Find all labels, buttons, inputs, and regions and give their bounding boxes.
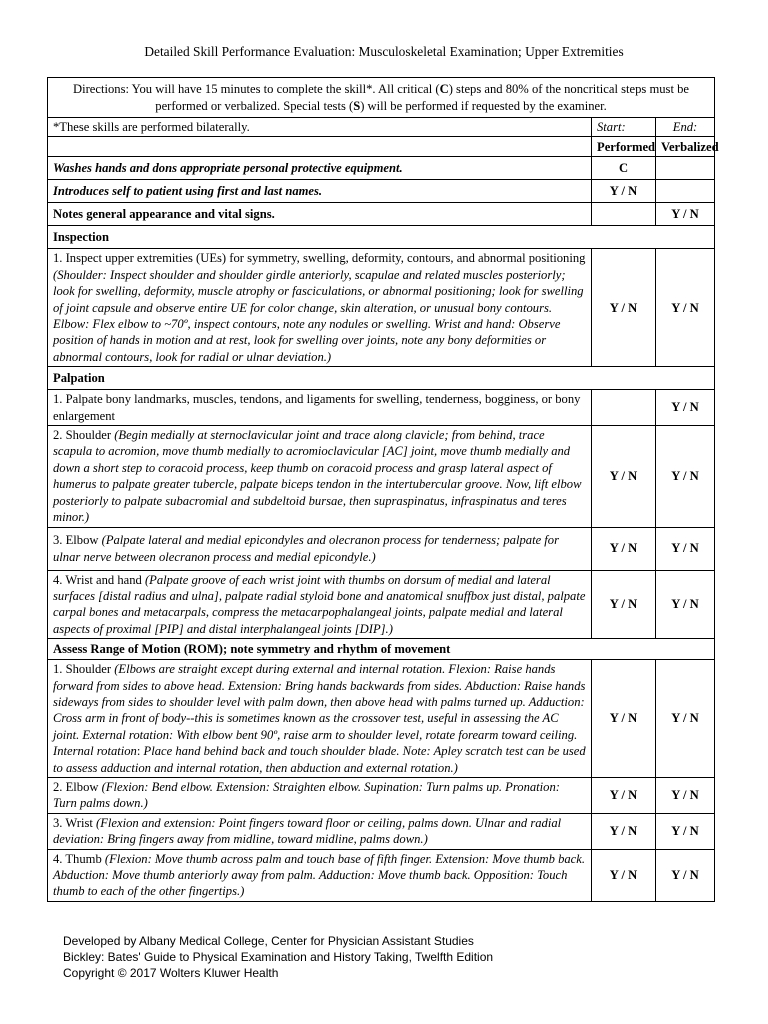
table-row [48, 426, 715, 527]
start-label: Start: [592, 118, 656, 137]
verbalized-column-header: Verbalized [656, 137, 715, 157]
verbalized-cell: Y / N [656, 849, 715, 901]
section-header-palpation: Palpation [48, 367, 715, 390]
verbalized-cell: Y / N [656, 570, 715, 639]
step-description: 1. Inspect upper extremities (UEs) for symmetry, swelling, deformity, contours, and abnormal positioning (Shoulder: Inspect shoulder and shoulder girdle anteriorly, scapulae and related muscles posteriorly; look for swelling, deformity, muscle atrophy or fasciculations, or abnormal positioning; look for swelling of joint capsule and observe entire UE for color change, skin alteration, or unusual bony contours. Elbow: Flex elbow to ~70º, inspect contours, note any nodules or swelling. Wrist and hand: Observe position of hands in motion and at rest, look for swelling over joints, note any bony deformities or abnormal contours, look for radial or ulnar deviation.) [48, 249, 592, 367]
table-row [48, 157, 715, 180]
footer-copyright-line: Copyright © 2017 Wolters Kluwer Health [63, 966, 279, 980]
step-label: Notes general appearance and vital signs. [48, 203, 592, 226]
table-row [48, 849, 715, 901]
table-row [48, 777, 715, 813]
footer-developer-line: Developed by Albany Medical College, Center for Physician Assistant Studies [63, 934, 474, 948]
column-header-row [48, 137, 715, 157]
directions-row [48, 78, 715, 118]
table-row [48, 203, 715, 226]
performed-cell: Y / N [592, 849, 656, 901]
section-header-row [48, 639, 715, 660]
special-test-marker: S [353, 98, 361, 113]
performed-cell: C [592, 157, 656, 180]
performed-column-header: Performed [592, 137, 656, 157]
verbalized-cell [656, 180, 715, 203]
bilateral-note: *These skills are performed bilaterally. [48, 118, 592, 137]
bilateral-note-row [48, 118, 715, 137]
section-header-inspection: Inspection [48, 226, 715, 249]
performed-cell: Y / N [592, 660, 656, 778]
step-label: Introduces self to patient using first and last names. [48, 180, 592, 203]
step-description: 3. Elbow (Palpate lateral and medial epicondyles and olecranon process for tenderness; palpate for ulnar nerve between olecranon process and medial epicondyle.) [48, 527, 592, 570]
performed-cell: Y / N [592, 813, 656, 849]
verbalized-cell: Y / N [656, 527, 715, 570]
page-title: Detailed Skill Performance Evaluation: Musculoskeletal Examination; Upper Extremities [144, 44, 624, 59]
skill-evaluation-table [47, 77, 719, 902]
step-description: 1. Palpate bony landmarks, muscles, tendons, and ligaments for swelling, tenderness, bogginess, or bony enlargement [48, 390, 592, 426]
footer-source-line: Bickley: Bates' Guide to Physical Examination and History Taking, Twelfth Edition [63, 950, 494, 964]
performed-cell: Y / N [592, 249, 656, 367]
verbalized-cell: Y / N [656, 660, 715, 778]
performed-cell [592, 390, 656, 426]
verbalized-cell: Y / N [656, 203, 715, 226]
verbalized-cell: Y / N [656, 249, 715, 367]
table-row [48, 249, 715, 367]
table-row [48, 660, 715, 778]
step-description: 4. Thumb (Flexion: Move thumb across palm and touch base of fifth finger. Extension: Move thumb back. Abduction: Move thumb anteriorly away from palm. Adduction: Move thumb back. Opposition: Touch thumb to each of the other fingertips.) [48, 849, 592, 901]
step-description: 3. Wrist (Flexion and extension: Point fingers toward floor or ceiling, palms down. Ulnar and radial deviation: Bring fingers away from midline, toward midline, palms down.) [48, 813, 592, 849]
verbalized-cell: Y / N [656, 426, 715, 527]
verbalized-cell: Y / N [656, 813, 715, 849]
section-header-row [48, 367, 715, 390]
performed-cell [592, 203, 656, 226]
section-header-rom: Assess Range of Motion (ROM); note symmetry and rhythm of movement [48, 639, 715, 660]
step-label: Washes hands and dons appropriate personal protective equipment. [48, 157, 592, 180]
performed-cell: Y / N [592, 180, 656, 203]
table-row [48, 527, 715, 570]
verbalized-cell [656, 157, 715, 180]
step-description: 2. Elbow (Flexion: Bend elbow. Extension: Straighten elbow. Supination: Turn palms up. Pronation: Turn palms down.) [48, 777, 592, 813]
step-description: 1. Shoulder (Elbows are straight except during external and internal rotation. Flexion: Raise hands forward from sides to above head. Extension: Bring hands backwards from sides. Abduction: Raise hands sideways from sides to shoulder level with palm down, then above head with palms turned up. Adduction: Cross arm in front of body--this is sometimes known as the crossover test, useful in assessing the AC joint. External rotation: With elbow bent 90º, raise arm to shoulder level, rotate forearm toward ceiling. Internal rotation: Place hand behind back and touch shoulder blade. Note: Apley scratch test can be used to assess adduction and internal rotation, then abduction and external rotation.) [48, 660, 592, 778]
step-description: 4. Wrist and hand (Palpate groove of each wrist joint with thumbs on dorsum of medial and lateral surfaces [distal radius and ulna], palpate radial styloid bone and anatomical snuffbox just distal, palpate carpal bones and metacarpals, compress the metacarpophalangeal joints, palpate medial and lateral aspects of proximal [PIP] and distal interphalangeal joints [DIP].) [48, 570, 592, 639]
table-row [48, 570, 715, 639]
end-label: End: [656, 118, 715, 137]
verbalized-cell: Y / N [656, 390, 715, 426]
performed-cell: Y / N [592, 527, 656, 570]
directions-text: Directions: You will have 15 minutes to complete the skill*. All critical (C) steps and 80% of the noncritical steps must be performed or verbalized. Special tests (S) will be performed if requested by the examiner. [48, 78, 715, 118]
performed-cell: Y / N [592, 777, 656, 813]
critical-marker: C [439, 82, 449, 97]
performed-cell: Y / N [592, 570, 656, 639]
step-description: 2. Shoulder (Begin medially at sternoclavicular joint and trace along clavicle; from behind, trace scapula to acromion, move thumb medially to acromioclavicular [AC] joint, move thumb medially and down a short step to coracoid process, keep thumb on coracoid process and grasp lateral aspect of humerus to palpate greater tubercle, palpate biceps tendon in the intertubercular groove. Now, lift elbow posteriorly to palpate subacromial and subdeltoid bursae, then supraspinatus, infraspinatus and teres minor.) [48, 426, 592, 527]
section-header-row [48, 226, 715, 249]
footer [63, 933, 493, 981]
verbalized-cell: Y / N [656, 777, 715, 813]
table-row [48, 813, 715, 849]
performed-cell: Y / N [592, 426, 656, 527]
table-row [48, 390, 715, 426]
table-row [48, 180, 715, 203]
